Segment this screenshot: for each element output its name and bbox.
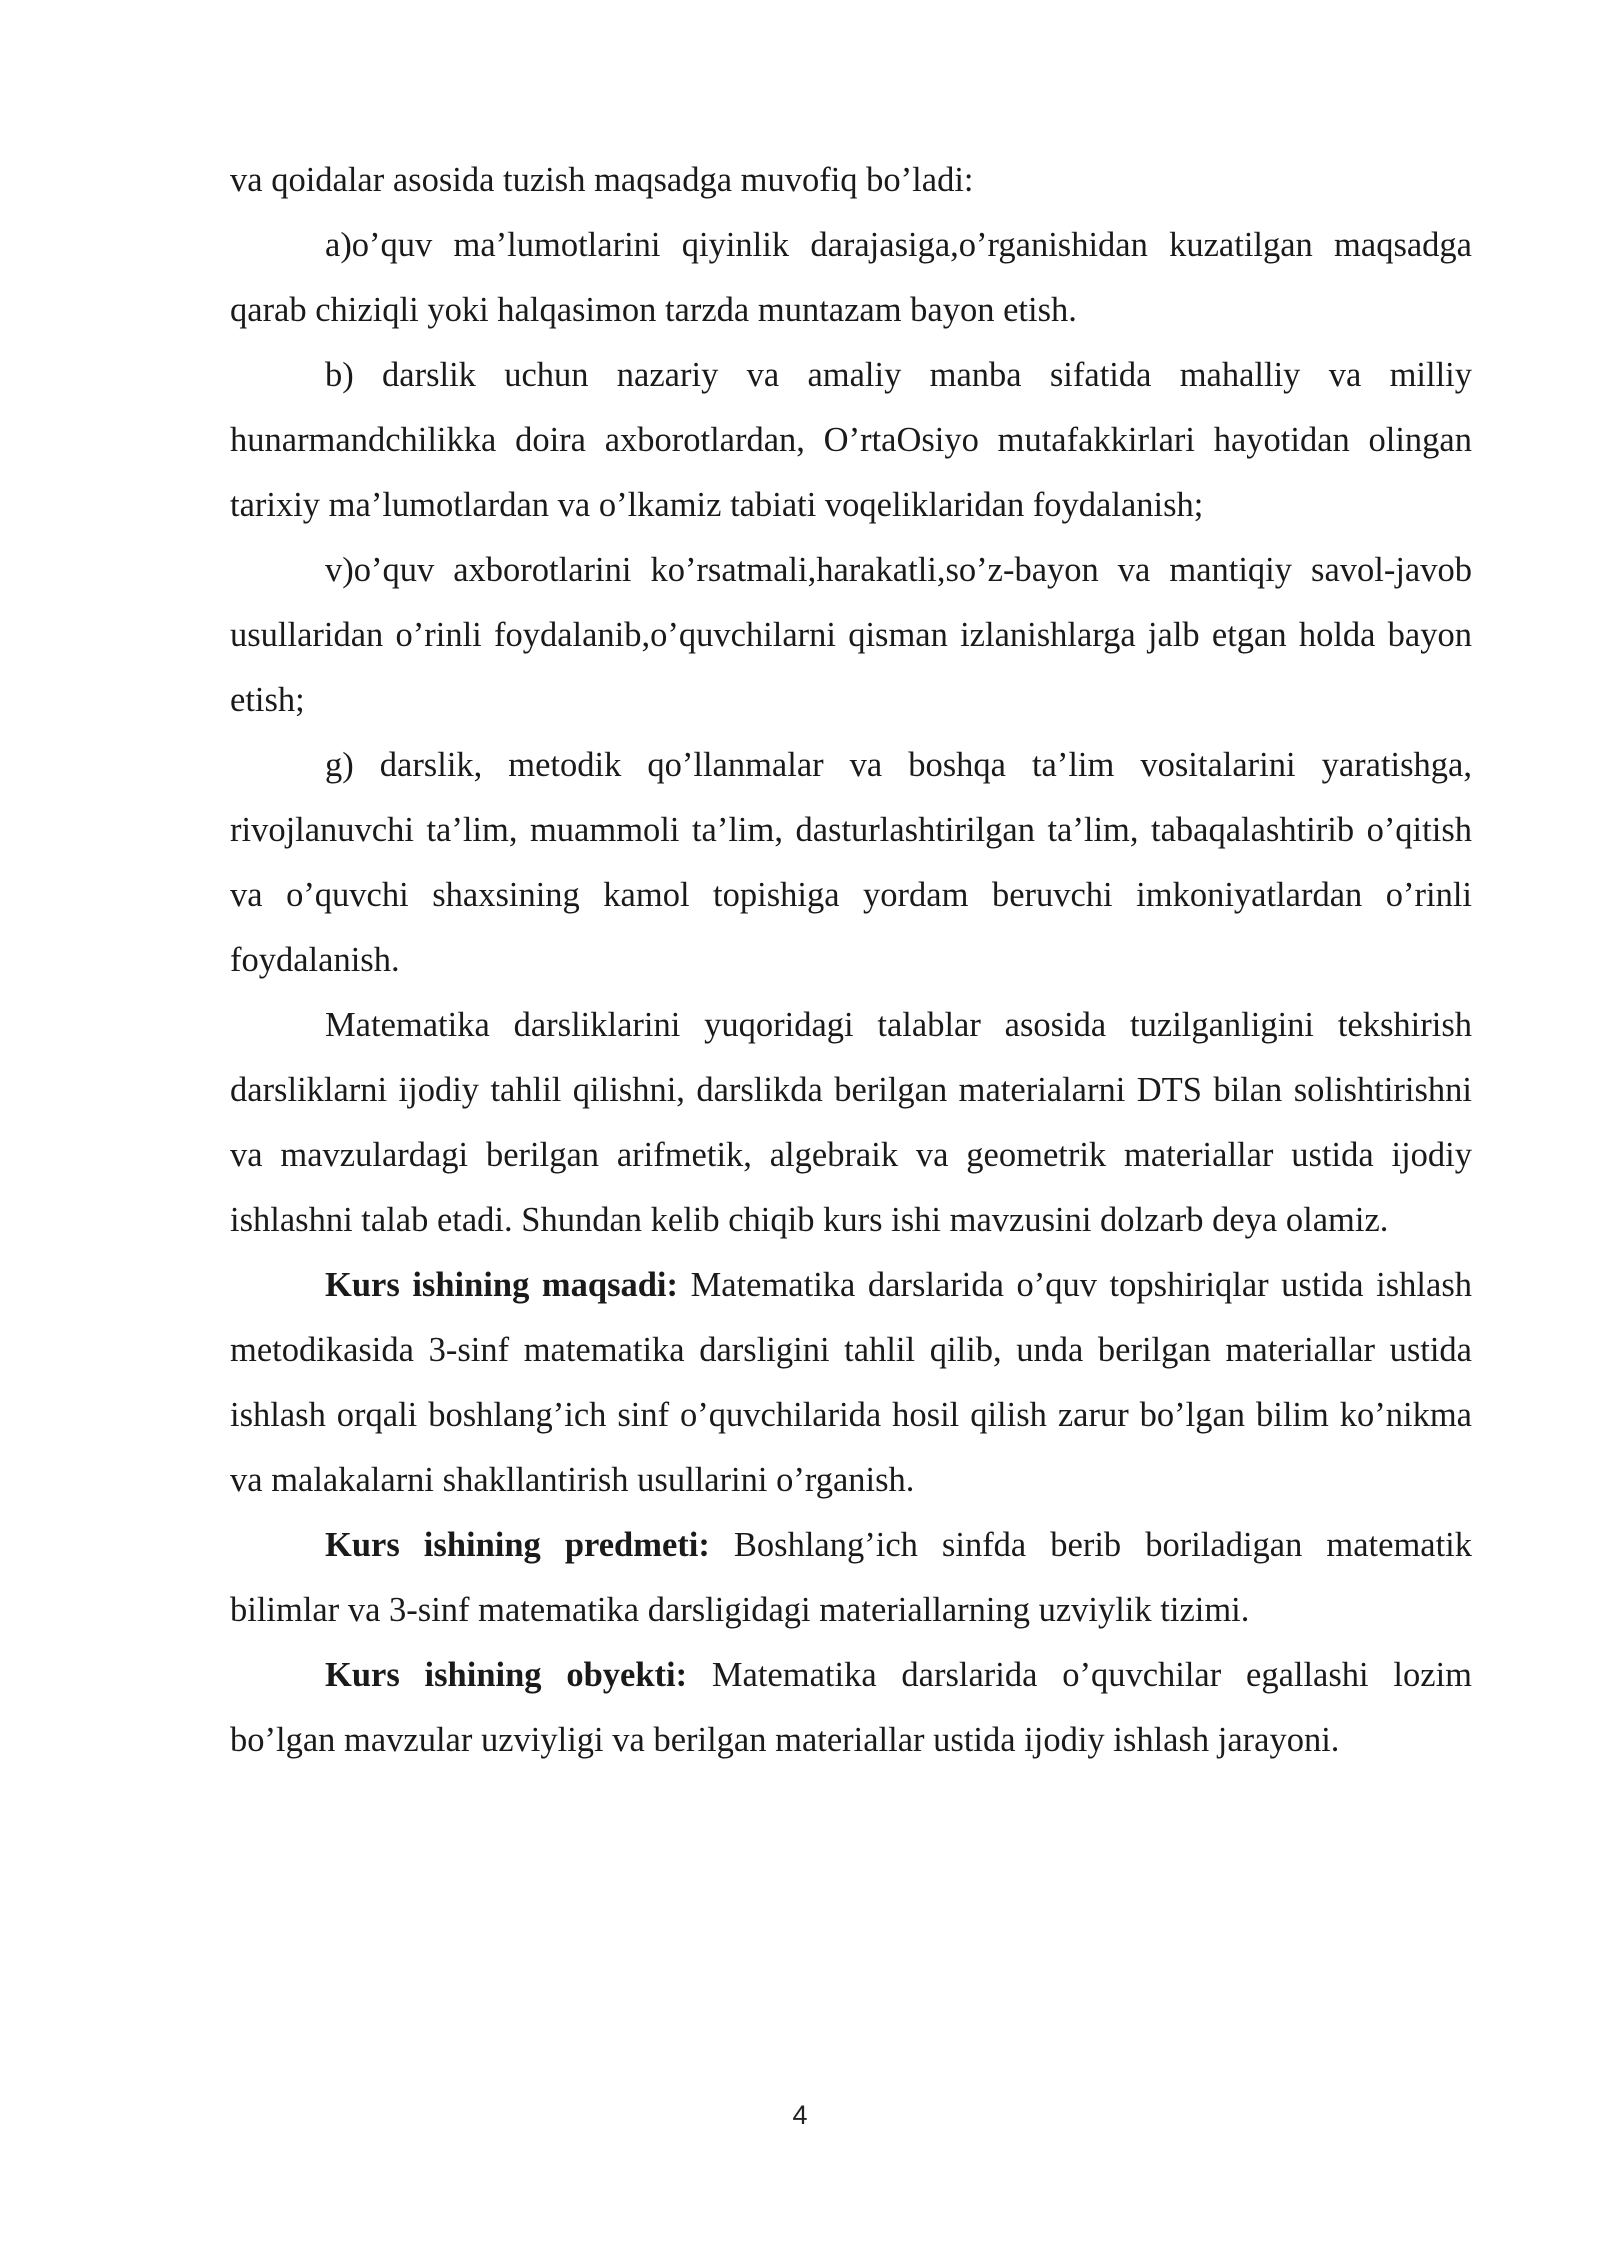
paragraph-item-b: b) darslik uchun nazariy va amaliy manba sifatida mahalliy va milliy hunarmandchilikka doira axborotlardan, O’rtaOsiyo mutafakkirlari hayotidan olingan tarixiy ma’lumotlardan va o’lkamiz tabiati voqeliklaridan foydalanish;	[230, 356, 1472, 524]
goal-text: Matematika darslarida o’quv topshiriqlar ustida ishlash metodikasida 3-sinf matematika darsligini tahlil qilib, unda berilgan materiallar ustida ishlash orqali boshlang’ich sinf o’quvchilarida hosil qilish zarur bo’lgan bilim ko’nikma va malakalarni shakllantirish usullarini o’rganish.	[230, 1266, 1472, 1499]
paragraph-item-g: g) darslik, metodik qo’llanmalar va boshqa ta’lim vositalarini yaratishga, rivojlanuvchi ta’lim, muammoli ta’lim, dasturlashtirilgan ta’lim, tabaqalashtirib o’qitish va o’quvchi shaxsining kamol topishiga yordam beruvchi imkoniyatlardan o’rinli foydalanish.	[230, 746, 1472, 979]
object-text: Matematika darslarida o’quvchilar egallashi lozim bo’lgan mavzular uzviyligi va berilgan materiallar ustida ijodiy ishlash jarayoni.	[230, 1656, 1472, 1759]
paragraph-intro: va qoidalar asosida tuzish maqsadga muvofiq bo’ladi:	[230, 161, 974, 199]
paragraph-item-v: v)o’quv axborotlarini ko’rsatmali,harakatli,so’z-bayon va mantiqiy savol-javob usullaridan o’rinli foydalanib,o’quvchilarni qisman izlanishlarga jalb etgan holda bayon etish;	[230, 551, 1472, 719]
paragraph-object	[230, 1643, 1472, 1773]
paragraph-goal	[230, 1253, 1472, 1513]
page-body	[230, 148, 1472, 1773]
page-number: 4	[792, 2100, 808, 2130]
paragraph-item-a: a)o’quv ma’lumotlarini qiyinlik darajasiga,o’rganishidan kuzatilgan maqsadga qarab chiziqli yoki halqasimon tarzda muntazam bayon etish.	[230, 226, 1472, 329]
goal-label: Kurs ishining maqsadi:	[325, 1266, 679, 1304]
subject-text: Boshlang’ich sinfda berib boriladigan matematik bilimlar va 3-sinf matematika darsligidagi materiallarning uzviylik tizimi.	[230, 1526, 1473, 1629]
paragraph-subject	[230, 1513, 1472, 1643]
object-label: Kurs ishining obyekti:	[325, 1656, 688, 1694]
subject-label: Kurs ishining predmeti:	[325, 1526, 710, 1564]
paragraph-relevance: Matematika darsliklarini yuqoridagi talablar asosida tuzilganligini tekshirish darsliklarni ijodiy tahlil qilishni, darslikda berilgan materialarni DTS bilan solishtirishni va mavzulardagi berilgan arifmetik, algebraik va geometrik materiallar ustida ijodiy ishlashni talab etadi. Shundan kelib chiqib kurs ishi mavzusini dolzarb deya olamiz.	[230, 1006, 1472, 1239]
